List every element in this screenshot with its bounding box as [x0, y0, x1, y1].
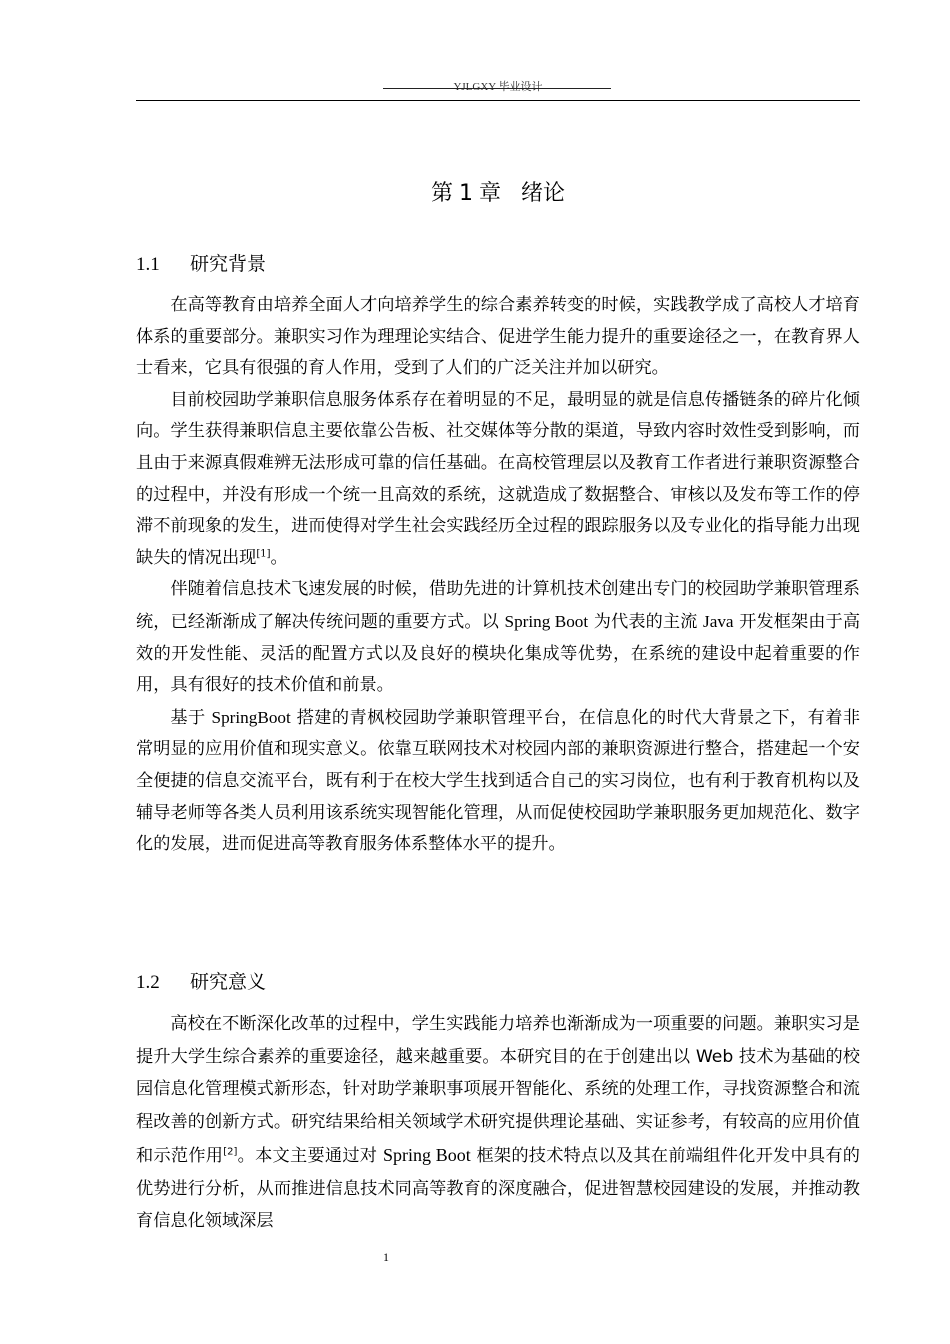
chapter-label-post: 章: [478, 181, 501, 206]
paragraph: 高校在不断深化改革的过程中，学生实践能力培养也渐渐成为一项重要的问题。兼职实习是提升大学生综合素养的重要途径，越来越重要。本研究目的在于创建出以 Web 技术为基础的校园信息化管理模式新形态，针对助学兼职事项展开智能化、系统的处理工作，寻找资源整合和流程改善的创新方式。研究结果给相关领域学术研究提供理论基础、实证参考，有较高的应用价值和示范作用[2]。本文主要通过对 Spring Boot 框架的技术特点以及其在前端组件化开发中具有的优势进行分析，从而推进信息技术同高等教育的深度融合，促进智慧校园建设的发展，并推动教育信息化领域深层: [136, 1014, 860, 1232]
page-number: 1: [383, 1250, 389, 1264]
paragraph: 目前校园助学兼职信息服务体系存在着明显的不足，最明显的就是信息传播链条的碎片化倾向。学生获得兼职信息主要依靠公告板、社交媒体等分散的渠道，导致内容时效性受到影响，而且由于来源真假难辨无法形成可靠的信任基础。在高校管理层以及教育工作者进行兼职资源整合的过程中，并没有形成一个统一且高效的系统，这就造成了数据整合、审核以及发布等工作的停滞不前现象的发生，进而使得对学生社会实践经历全过程的跟踪服务以及专业化的指导能力出现缺失的情况出现[1]。: [136, 389, 860, 568]
citation-ref: [2]: [223, 1146, 238, 1158]
section-1-2-body: [136, 1008, 860, 1238]
paragraph: 基于 SpringBoot 搭建的青枫校园助学兼职管理平台，在信息化的时代大背景之下，有着非常明显的应用价值和现实意义。依靠互联网技术对校园内部的兼职资源进行整合，搭建起一个安全便捷的信息交流平台，既有利于在校大学生找到适合自己的实习岗位，也有利于教育机构以及辅导老师等各类人员利用该系统实现智能化管理，从而促使校园助学兼职服务更加规范化、数字化的发展，进而促进高等教育服务体系整体水平的提升。: [136, 707, 861, 855]
section-number: 1.1: [136, 254, 160, 275]
chapter-number: 1: [458, 181, 473, 206]
paragraph: 伴随着信息技术飞速发展的时候，借助先进的计算机技术创建出专门的校园助学兼职管理系统，已经渐渐成了解决传统问题的重要方式。以 Spring Boot 为代表的主流 Java 开发框架由于高效的开发性能、灵活的配置方式以及良好的模块化集成等优势，在系统的建设中起着重要的作用，具有很好的技术价值和前景。: [136, 579, 861, 696]
header-strike-line: [383, 88, 611, 89]
citation-ref: [1]: [256, 548, 271, 560]
section-number: 1.2: [136, 972, 160, 993]
paragraph: 在高等教育由培养全面人才向培养学生的综合素养转变的时候，实践教学成了高校人才培育体系的重要部分。兼职实习作为理理论实结合、促进学生能力提升的重要途径之一，在教育界人士看来，它具有很强的育人作用，受到了人们的广泛关注并加以研究。: [136, 295, 860, 379]
section-heading-1-1: [136, 250, 860, 279]
chapter-name: 绪论: [521, 181, 566, 206]
section-heading-1-2: [136, 968, 860, 997]
section-title: 研究意义: [190, 971, 267, 993]
header-rule: [136, 100, 860, 101]
section-title: 研究背景: [190, 253, 267, 275]
section-1-1-body: [136, 290, 860, 861]
running-header: YJLGXY 毕业设计: [453, 81, 543, 93]
chapter-title: [136, 178, 860, 210]
chapter-label-pre: 第: [430, 181, 453, 206]
